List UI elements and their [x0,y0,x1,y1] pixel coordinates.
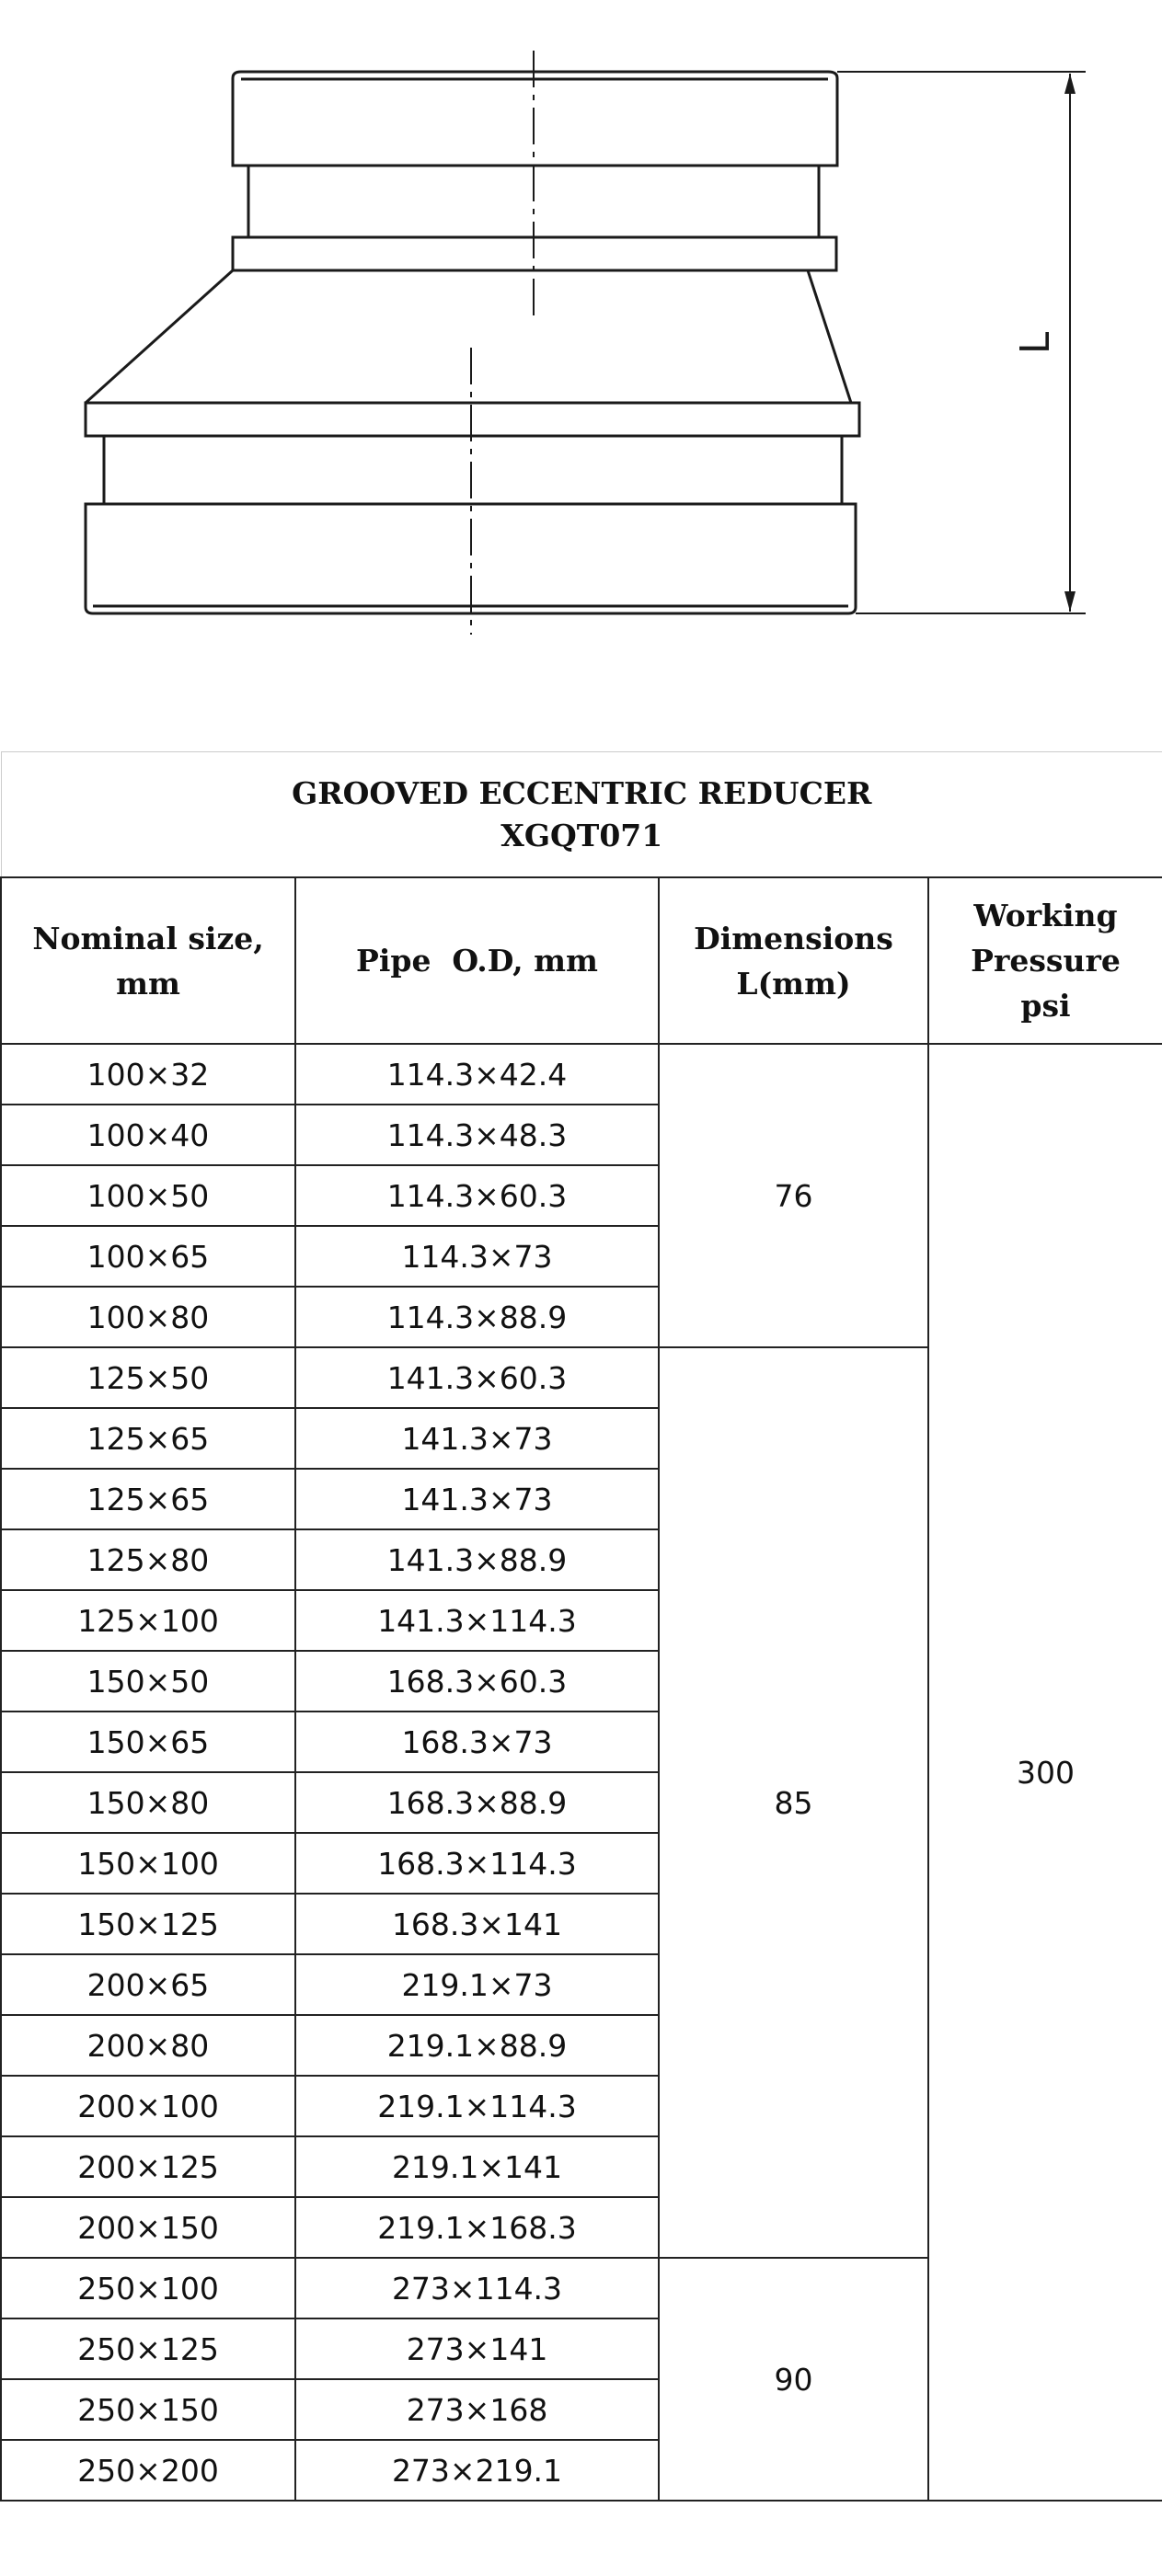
nominal-size-cell: 125×65 [1,1469,295,1529]
pipe-od-cell: 114.3×48.3 [295,1105,659,1165]
cone-left-edge [86,270,233,403]
nominal-size-cell: 150×125 [1,1894,295,1954]
spec-table [0,751,1162,2502]
pipe-od-cell: 114.3×88.9 [295,1287,659,1347]
pipe-od-cell: 219.1×168.3 [295,2197,659,2258]
nominal-size-cell: 100×50 [1,1165,295,1226]
dimension-arrow-bottom [1064,591,1076,612]
nominal-size-cell: 200×80 [1,2015,295,2076]
nominal-size-cell: 125×80 [1,1529,295,1590]
pipe-od-cell: 219.1×73 [295,1954,659,2015]
table-model-code: XGQT071 [500,817,663,853]
pipe-od-cell: 114.3×73 [295,1226,659,1287]
nominal-size-cell: 250×200 [1,2440,295,2501]
header-working-pressure-line2: Pressure [971,943,1121,979]
pipe-od-cell: 168.3×73 [295,1712,659,1772]
nominal-size-cell: 250×100 [1,2258,295,2318]
reducer-drawing-svg [0,0,1162,681]
reducer-technical-drawing [0,0,1162,681]
nominal-size-cell: 200×100 [1,2076,295,2136]
nominal-size-cell: 125×100 [1,1590,295,1651]
nominal-size-cell: 200×125 [1,2136,295,2197]
table-row [1,1044,1162,1105]
pipe-od-cell: 168.3×141 [295,1894,659,1954]
dimension-l-label: L [1012,331,1059,355]
header-working-pressure-line3: psi [1020,988,1071,1024]
pipe-od-cell: 219.1×114.3 [295,2076,659,2136]
pipe-od-cell: 219.1×88.9 [295,2015,659,2076]
header-dimensions-line1: Dimensions [694,920,893,956]
dimension-l-cell: 76 [659,1044,928,1347]
header-pipe-od-label: Pipe O.D, mm [356,943,598,979]
header-nominal-size [1,877,295,1044]
nominal-size-cell: 200×150 [1,2197,295,2258]
dimension-l-cell: 85 [659,1347,928,2258]
pipe-od-cell: 168.3×88.9 [295,1772,659,1833]
nominal-size-cell: 150×65 [1,1712,295,1772]
pipe-od-cell: 273×114.3 [295,2258,659,2318]
nominal-size-cell: 125×65 [1,1408,295,1469]
nominal-size-cell: 200×65 [1,1954,295,2015]
table-header-row [1,877,1162,1044]
dimension-l-cell: 90 [659,2258,928,2501]
table-title: GROOVED ECCENTRIC REDUCER [292,774,872,811]
pipe-od-cell: 114.3×60.3 [295,1165,659,1226]
nominal-size-cell: 100×32 [1,1044,295,1105]
nominal-size-cell: 100×65 [1,1226,295,1287]
dimension-arrow-top [1064,74,1076,94]
lower-shoulder-ring [86,403,859,436]
header-dimensions [659,877,928,1044]
pipe-od-cell: 168.3×60.3 [295,1651,659,1712]
header-pipe-od [295,877,659,1044]
upper-band [233,72,837,166]
working-pressure-cell: 300 [928,1044,1162,2501]
table-title-row [1,752,1162,878]
pipe-od-cell: 168.3×114.3 [295,1833,659,1894]
nominal-size-cell: 250×150 [1,2379,295,2440]
nominal-size-cell: 100×40 [1,1105,295,1165]
header-working-pressure [928,877,1162,1044]
pipe-od-cell: 219.1×141 [295,2136,659,2197]
pipe-od-cell: 141.3×73 [295,1469,659,1529]
nominal-size-cell: 250×125 [1,2318,295,2379]
pipe-od-cell: 114.3×42.4 [295,1044,659,1105]
nominal-size-cell: 125×50 [1,1347,295,1408]
nominal-size-cell: 100×80 [1,1287,295,1347]
pipe-od-cell: 141.3×73 [295,1408,659,1469]
nominal-size-cell: 150×50 [1,1651,295,1712]
reducer-outline [86,72,859,613]
center-lines [471,51,534,635]
pipe-od-cell: 273×168 [295,2379,659,2440]
pipe-od-cell: 273×219.1 [295,2440,659,2501]
nominal-size-cell: 150×80 [1,1772,295,1833]
table-title-cell [1,752,1162,878]
table-body [1,1044,1162,2501]
pipe-od-cell: 273×141 [295,2318,659,2379]
cone-right-edge [808,270,851,403]
header-working-pressure-line1: Working [973,898,1118,933]
nominal-size-cell: 150×100 [1,1833,295,1894]
pipe-od-cell: 141.3×114.3 [295,1590,659,1651]
header-nominal-size-line1: Nominal size, [32,920,264,956]
pipe-od-cell: 141.3×88.9 [295,1529,659,1590]
header-dimensions-line2: L(mm) [736,965,851,1002]
header-nominal-size-line2: mm [116,965,180,1002]
pipe-od-cell: 141.3×60.3 [295,1347,659,1408]
